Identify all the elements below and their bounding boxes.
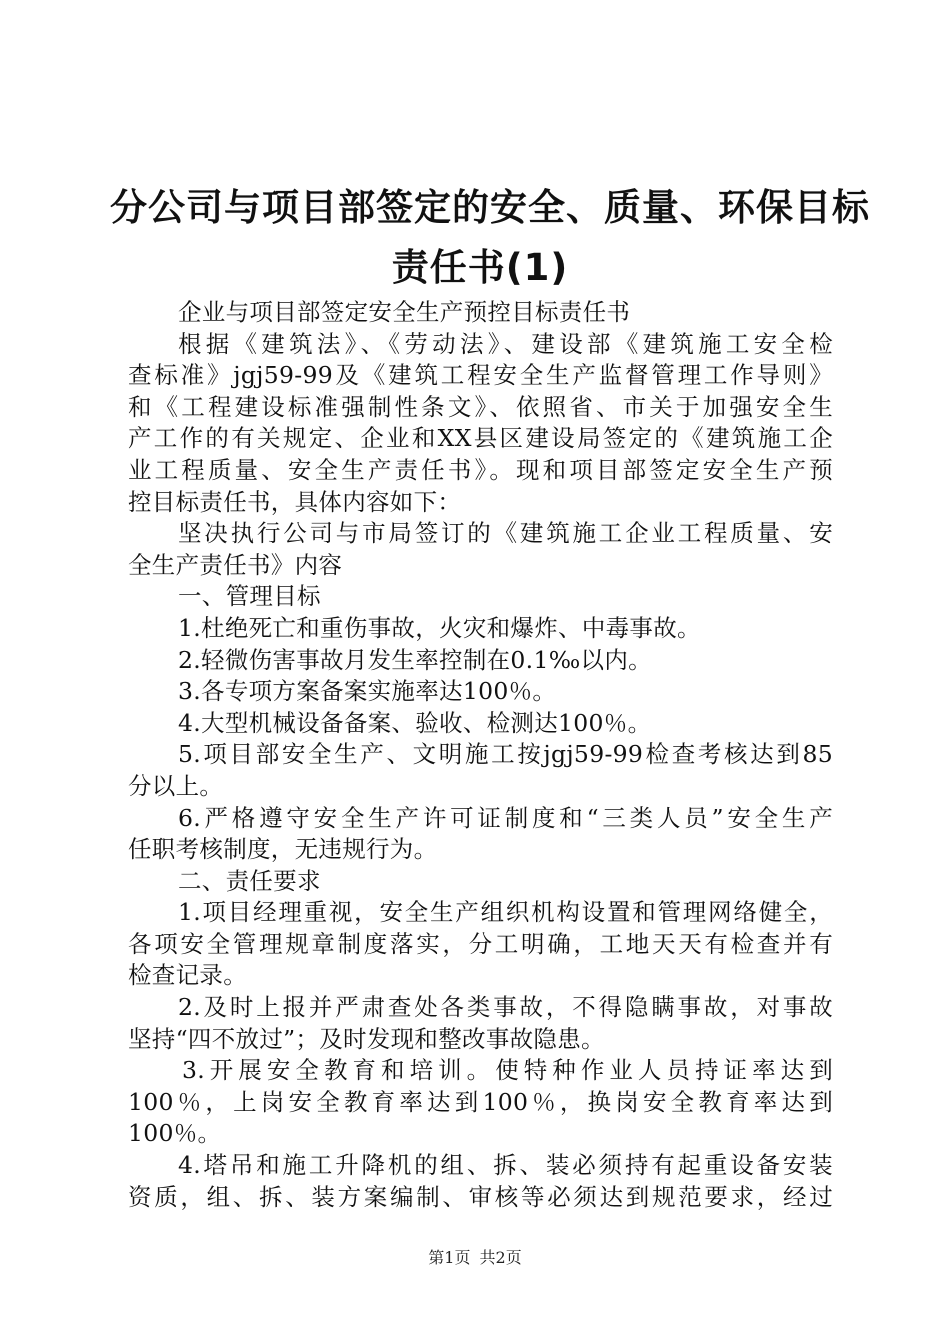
document-body — [128, 297, 833, 1213]
body-text-line: 全生产责任书》内容 — [128, 550, 343, 579]
body-text-line: 4.塔吊和施工升降机的组、拆、装必须持有起重设备安装 — [178, 1151, 833, 1180]
body-text-line: 产工作的有关规定、企业和XX县区建设局签定的《建筑施工企 — [128, 424, 833, 453]
body-text-line: 6.严格遵守安全生产许可证制度和“三类人员”安全生产 — [178, 803, 833, 832]
body-text-line: 控目标责任书，具体内容如下： — [128, 487, 462, 516]
body-text-line: 2.轻微伤害事故月发生率控制在0.1‰以内。 — [178, 645, 652, 674]
body-text-line: 2.及时上报并严肃查处各类事故，不得隐瞒事故，对事故 — [178, 993, 833, 1022]
document-title-line-1: 分公司与项目部签定的安全、质量、环保目标 — [110, 186, 870, 229]
body-text-line: 企业与项目部签定安全生产预控目标责任书 — [178, 298, 631, 326]
body-text-line: 查标准》jgj59-99及《建筑工程安全生产监督管理工作导则》 — [128, 361, 833, 390]
body-text-line: 3.各专项方案备案实施率达100％。 — [178, 677, 557, 706]
body-text-line: 资质，组、拆、装方案编制、审核等必须达到规范要求，经过 — [128, 1182, 833, 1211]
body-text-line: 任职考核制度，无违规行为。 — [128, 835, 438, 864]
page-footer — [0, 1245, 950, 1268]
body-text-line: 一、管理目标 — [178, 582, 321, 611]
body-text-line: 5.项目部安全生产、文明施工按jgj59-99检查考核达到85 — [178, 740, 833, 769]
body-text-line: 100％。 — [128, 1119, 222, 1148]
body-text-line: 1.杜绝死亡和重伤事故，火灾和爆炸、中毒事故。 — [178, 613, 701, 642]
body-text-line: 100％，上岗安全教育率达到100％，换岗安全教育率达到 — [128, 1087, 833, 1116]
body-text-line: 3.开展安全教育和培训。使特种作业人员持证率达到 — [182, 1056, 833, 1085]
page-number: 第1页 — [428, 1248, 471, 1267]
body-text-line: 坚持“四不放过”；及时发现和整改事故隐患。 — [128, 1024, 605, 1053]
body-text-line: 坚决执行公司与市局签订的《建筑施工企业工程质量、安 — [178, 519, 833, 548]
body-text-line: 检查记录。 — [128, 961, 247, 990]
document-title-line-2: 责任书(1) — [391, 246, 569, 289]
body-text-line: 根据《建筑法》、《劳动法》、建设部《建筑施工安全检 — [178, 329, 833, 358]
page-total: 共2页 — [479, 1248, 522, 1267]
body-text-line: 和《工程建设标准强制性条文》、依照省、市关于加强安全生 — [128, 392, 833, 421]
body-text-line: 1.项目经理重视，安全生产组织机构设置和管理网络健全， — [178, 898, 833, 927]
body-text-line: 分以上。 — [128, 771, 224, 800]
body-text-line: 各项安全管理规章制度落实，分工明确，工地天天有检查并有 — [128, 929, 833, 958]
body-text-line: 4.大型机械设备备案、验收、检测达100％。 — [178, 708, 652, 737]
body-text-line: 业工程质量、安全生产责任书》。现和项目部签定安全生产预 — [128, 455, 833, 484]
body-text-line: 二、责任要求 — [178, 866, 321, 895]
